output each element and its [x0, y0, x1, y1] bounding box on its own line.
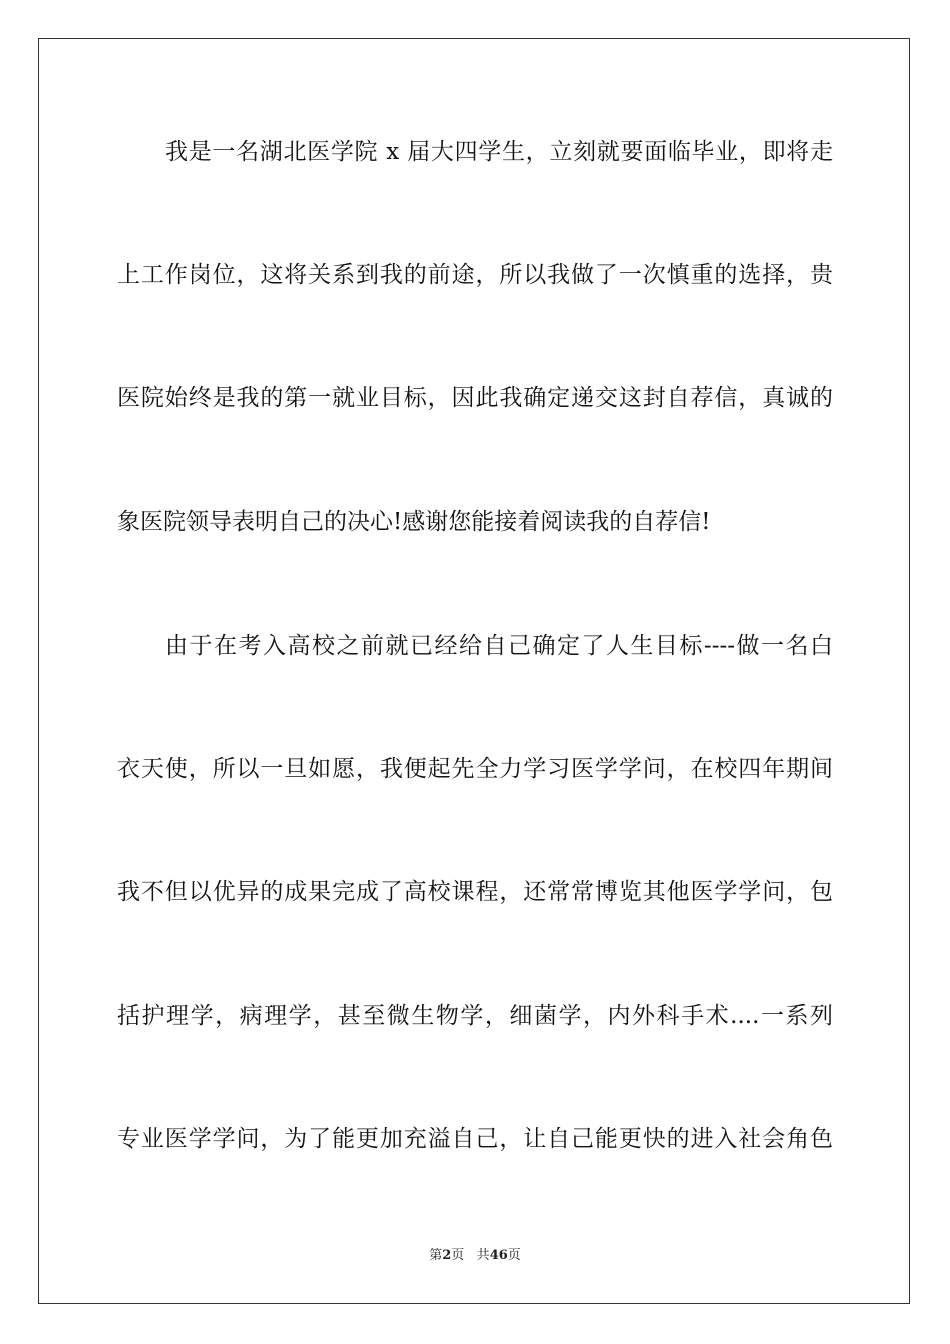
footer-page-prefix: 第 — [429, 1248, 443, 1263]
text-line-9: 专业医学学问，为了能更加充溢自己，让自己能更快的进入社会角色 — [117, 1126, 833, 1152]
text-line-8: 括护理学，病理学，甚至微生物学，细菌学，内外科手术....一系列 — [117, 1003, 833, 1029]
footer-page-suffix: 页 — [451, 1248, 465, 1263]
footer-page-number: 2 — [442, 1248, 452, 1263]
text-line-1: 我是一名湖北医学院 x 届大四学生，立刻就要面临毕业，即将走 — [165, 139, 833, 165]
text-line-2: 上工作岗位，这将关系到我的前途，所以我做了一次慎重的选择，贵 — [117, 262, 833, 288]
text-line-6: 衣天使，所以一旦如愿，我便起先全力学习医学学问，在校四年期间 — [117, 756, 833, 782]
page-border — [38, 38, 910, 1304]
page-footer — [0, 1247, 950, 1265]
footer-total-suffix: 页 — [507, 1248, 521, 1263]
footer-total-pages: 46 — [489, 1248, 508, 1263]
text-line-5: 由于在考入高校之前就已经给自己确定了人生目标----做一名白 — [165, 633, 833, 659]
footer-total-prefix: 共 — [476, 1248, 490, 1263]
text-line-7: 我不但以优异的成果完成了高校课程，还常常博览其他医学学问，包 — [117, 879, 833, 905]
text-line-3: 医院始终是我的第一就业目标，因此我确定递交这封自荐信，真诚的 — [117, 385, 833, 411]
text-line-4: 象医院领导表明自己的决心!感谢您能接着阅读我的自荐信! — [117, 509, 711, 535]
